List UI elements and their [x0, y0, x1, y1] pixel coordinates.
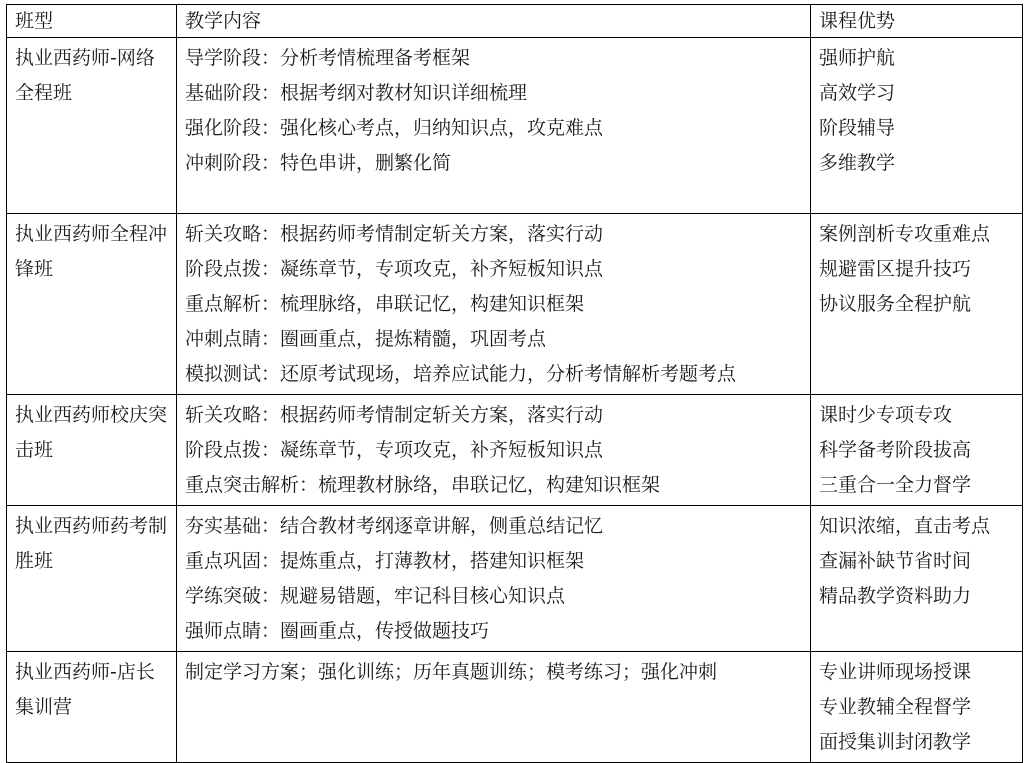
- content-cell: [177, 506, 811, 652]
- advantage-line: 高效学习: [819, 82, 896, 104]
- content-line: 学练突破：规避易错题，牢记科目核心知识点: [185, 585, 566, 607]
- advantage-line: 强师护航: [819, 47, 896, 69]
- advantages-cell: [811, 214, 1023, 395]
- class-name: 执业西药师全程冲锋班: [15, 223, 168, 280]
- course-table: [6, 4, 1023, 763]
- content-cell: [177, 214, 811, 395]
- advantages-cell: [811, 395, 1023, 506]
- content-line: 重点巩固：提炼重点，打薄教材，搭建知识框架: [185, 550, 585, 572]
- content-line: 重点突击解析：梳理教材脉络，串联记忆，构建知识框架: [185, 474, 661, 496]
- content-line: 强化阶段：强化核心考点，归纳知识点，攻克难点: [185, 117, 604, 139]
- content-line: 夯实基础：结合教材考纲逐章讲解，侧重总结记忆: [185, 515, 604, 537]
- advantage-line: 面授集训封闭教学: [819, 731, 972, 753]
- table-row: [7, 38, 1023, 214]
- class-name-cell: [7, 506, 177, 652]
- advantage-line: 规避雷区提升技巧: [819, 258, 972, 280]
- content-line: 强师点睛：圈画重点，传授做题技巧: [185, 620, 490, 642]
- content-cell: [177, 38, 811, 214]
- header-teaching-content: 教学内容: [177, 5, 811, 38]
- advantage-line: 专业讲师现场授课: [819, 661, 972, 683]
- content-cell: [177, 395, 811, 506]
- content-line: 基础阶段：根据考纲对教材知识详细梳理: [185, 82, 528, 104]
- content-line: 斩关攻略：根据药师考情制定斩关方案，落实行动: [185, 404, 604, 426]
- advantage-line: 案例剖析专攻重难点: [819, 223, 991, 245]
- content-line: 阶段点拨：凝练章节，专项攻克，补齐短板知识点: [185, 258, 604, 280]
- content-line: 模拟测试：还原考试现场，培养应试能力，分析考情解析考题考点: [185, 363, 737, 385]
- content-line: 重点解析：梳理脉络，串联记忆，构建知识框架: [185, 293, 585, 315]
- advantages-cell: [811, 652, 1023, 763]
- table-row: [7, 652, 1023, 763]
- content-line: 阶段点拨：凝练章节，专项攻克，补齐短板知识点: [185, 439, 604, 461]
- advantage-line: 三重合一全力督学: [819, 474, 972, 496]
- class-name-cell: [7, 395, 177, 506]
- class-name: 执业西药师-店长集训营: [15, 661, 155, 718]
- advantage-line: 多维教学: [819, 152, 896, 174]
- table-row: [7, 395, 1023, 506]
- advantage-line: 课时少专项专攻: [819, 404, 953, 426]
- header-row: [7, 5, 1023, 38]
- advantages-cell: [811, 38, 1023, 214]
- advantage-line: 科学备考阶段拔高: [819, 439, 972, 461]
- content-line: 斩关攻略：根据药师考情制定斩关方案，落实行动: [185, 223, 604, 245]
- header-course-advantages: 课程优势: [811, 5, 1023, 38]
- advantages-cell: [811, 506, 1023, 652]
- table-row: [7, 506, 1023, 652]
- advantage-line: 阶段辅导: [819, 117, 896, 139]
- class-name-cell: [7, 214, 177, 395]
- advantage-line: 协议服务全程护航: [819, 293, 972, 315]
- class-name: 执业西药师校庆突击班: [15, 404, 168, 461]
- class-name-cell: [7, 652, 177, 763]
- advantage-line: 专业教辅全程督学: [819, 696, 972, 718]
- advantage-line: 查漏补缺节省时间: [819, 550, 972, 572]
- class-name: 执业西药师-网络全程班: [15, 47, 155, 104]
- content-line: 制定学习方案；强化训练；历年真题训练；模考练习；强化冲刺: [185, 661, 718, 683]
- header-class-type: 班型: [7, 5, 177, 38]
- content-cell: [177, 652, 811, 763]
- content-line: 冲刺阶段：特色串讲，删繁化简: [185, 152, 452, 174]
- content-line: 导学阶段：分析考情梳理备考框架: [185, 47, 471, 69]
- advantage-line: 精品教学资料助力: [819, 585, 972, 607]
- table-row: [7, 214, 1023, 395]
- advantage-line: 知识浓缩，直击考点: [819, 515, 991, 537]
- class-name: 执业西药师药考制胜班: [15, 515, 168, 572]
- class-name-cell: [7, 38, 177, 214]
- content-line: 冲刺点睛：圈画重点，提炼精髓，巩固考点: [185, 328, 547, 350]
